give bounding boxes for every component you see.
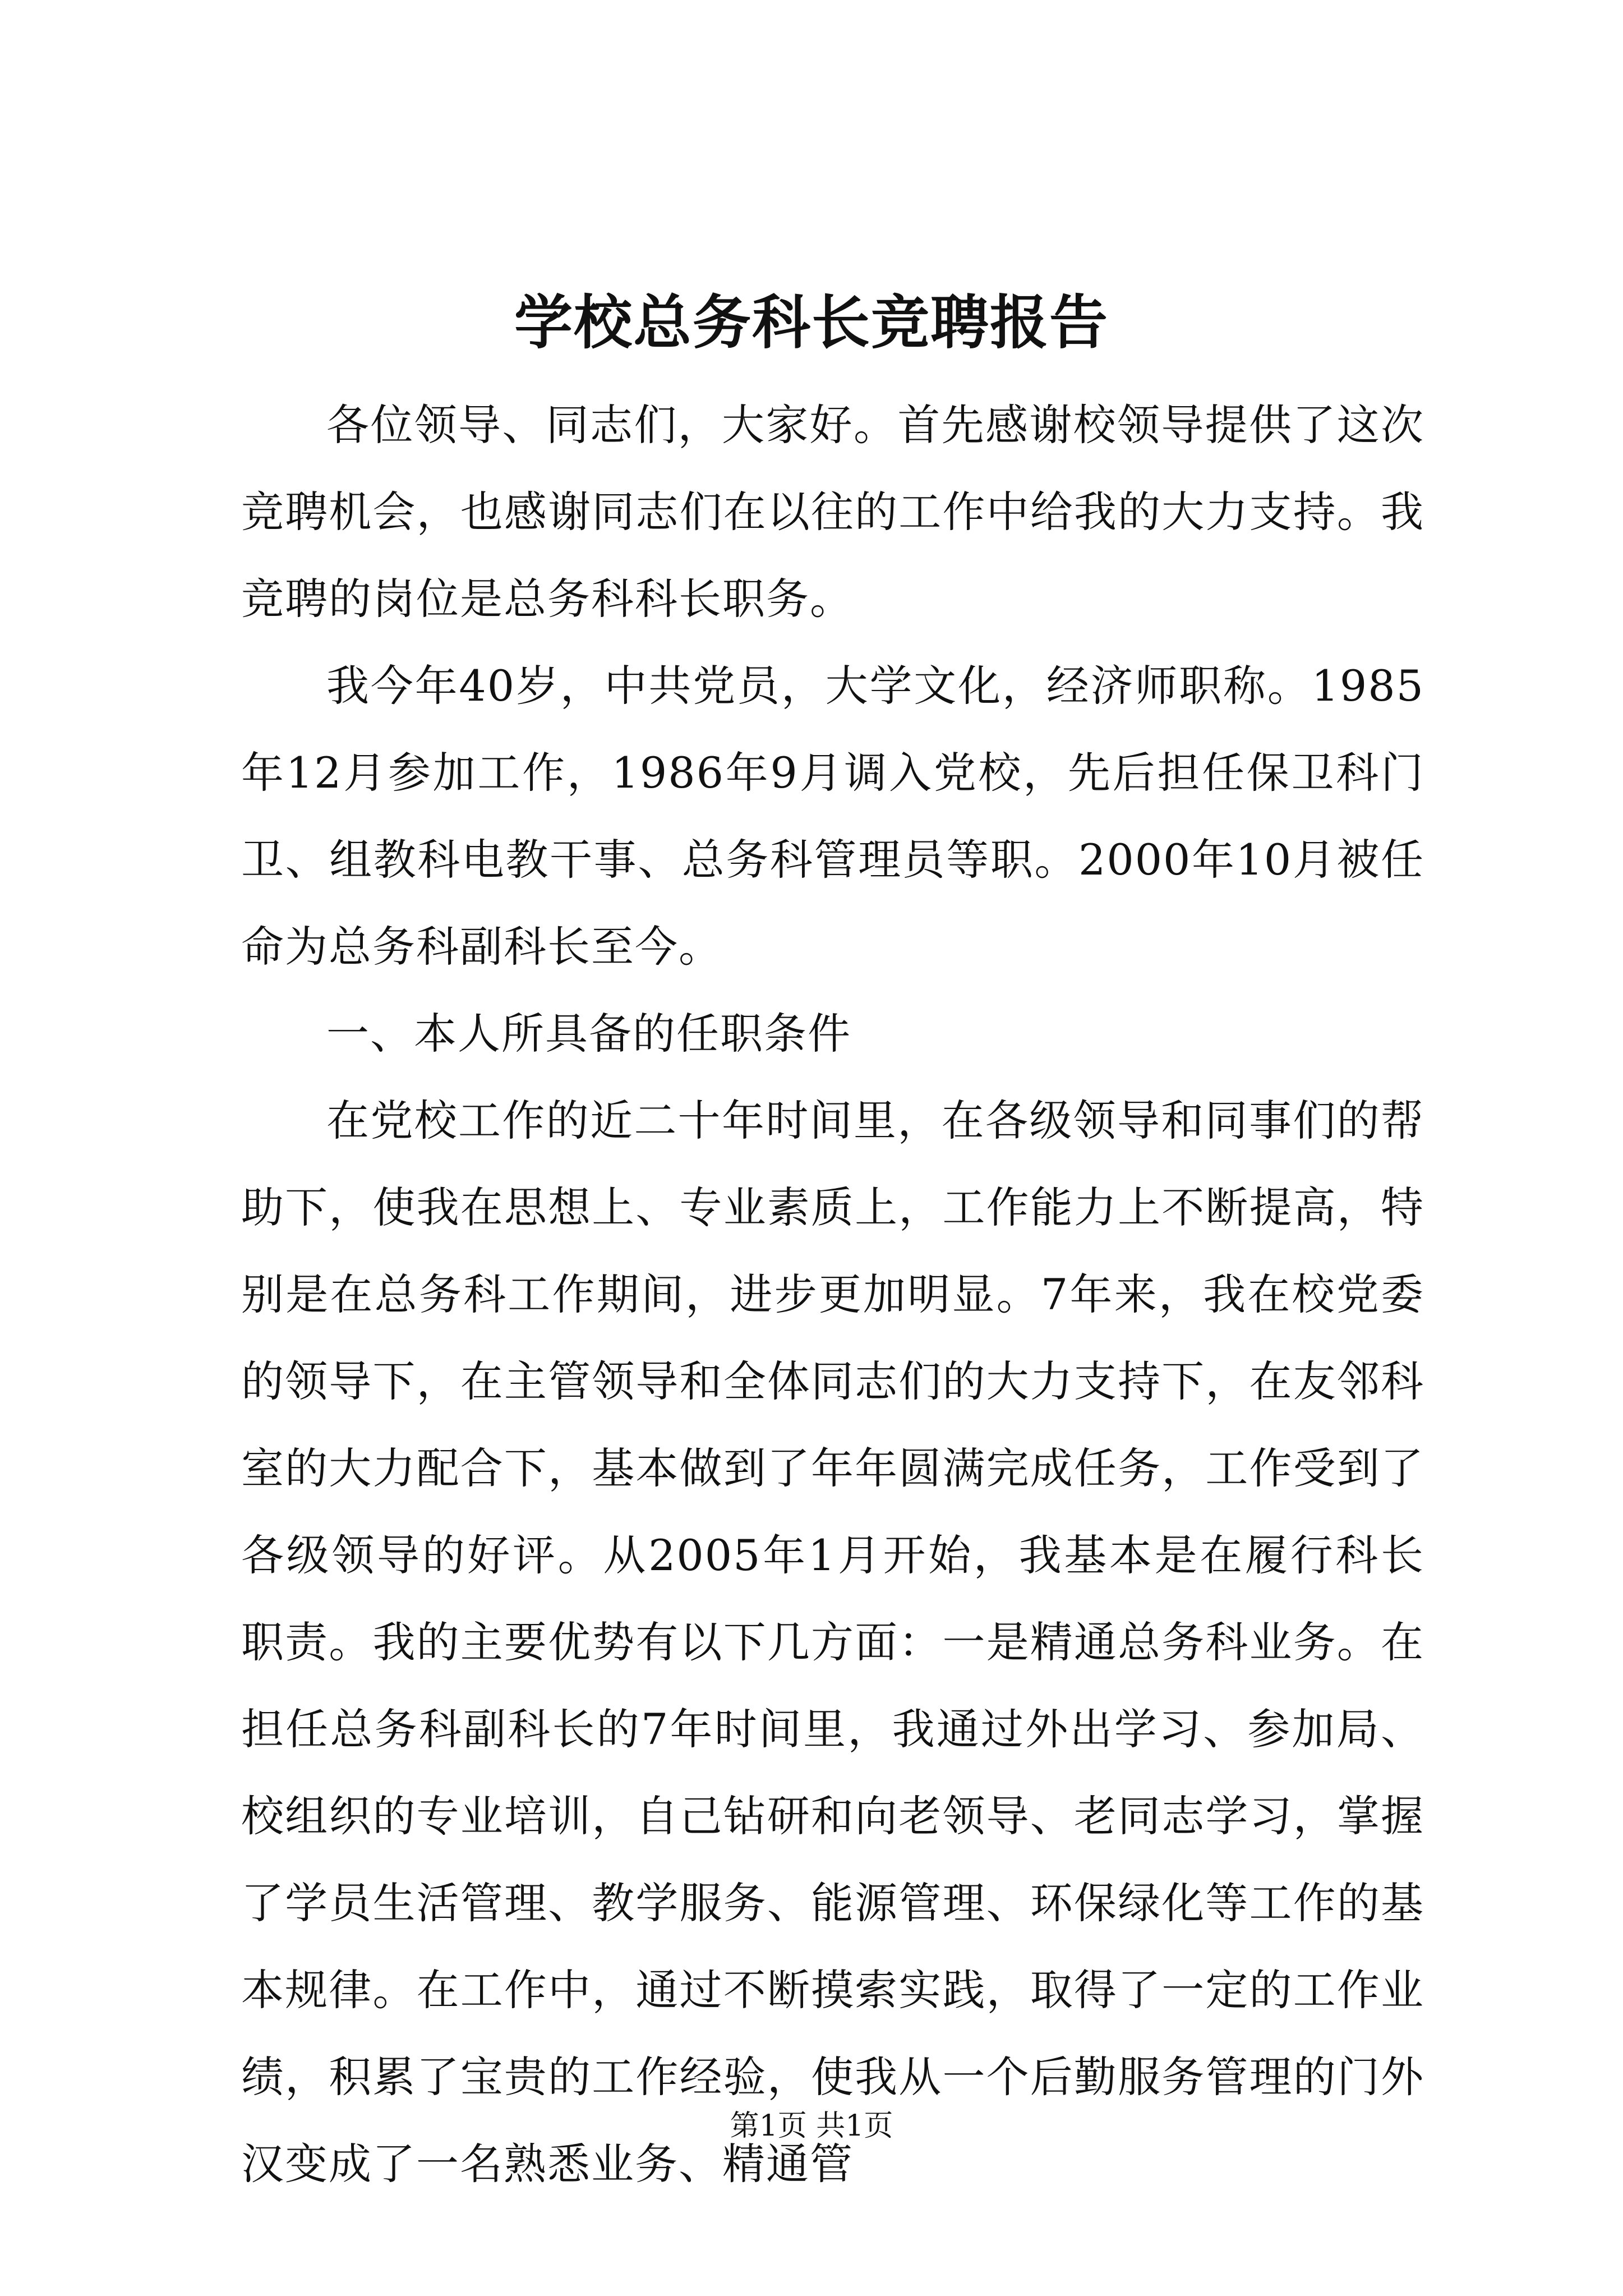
paragraph-greeting: 各位领导、同志们，大家好。首先感谢校领导提供了这次竞聘机会，也感谢同志们在以往的工作中给我的大力支持。我竞聘的岗位是总务科科长职务。 [241,400,1424,624]
document-title: 学校总务科长竞聘报告 [514,288,1109,357]
paragraph-qualifications: 在党校工作的近二十年时间里，在各级领导和同事们的帮助下，使我在思想上、专业素质上，工作能力上不断提高，特别是在总务科工作期间，进步更加明显。7年来，我在校党委的领导下，在主管领导和全体同志们的大力支持下，在友邻科室的大力配合下，基本做到了年年圆满完成任务，工作受到了各级领导的好评。从2005年1月开始，我基本是在履行科长职责。我的主要优势有以下几方面：一是精通总务科业务。在担任总务科副科长的7年时间里，我通过外出学习、参加局、校组织的专业培训，自己钻研和向老领导、老同志学习，掌握了学员生活管理、教学服务、能源管理、环保绿化等工作的基本规律。在工作中，通过不断摸索实践，取得了一定的工作业绩，积累了宝贵的工作经验，使我从一个后勤服务管理的门外汉变成了一名熟悉业务、精通管 [241,1096,1424,2189]
paragraph-background: 我今年40岁，中共党员，大学文化，经济师职称。1985年12月参加工作，1986年9月调入党校，先后担任保卫科门卫、组教科电教干事、总务科管理员等职。2000年10月被任命为总务科副科长至今。 [241,661,1424,972]
document-body [241,381,1424,2207]
section-heading-qualifications: 一、本人所具备的任职条件 [326,1009,851,1059]
page-footer: 第1页 共1页 [730,2109,893,2143]
